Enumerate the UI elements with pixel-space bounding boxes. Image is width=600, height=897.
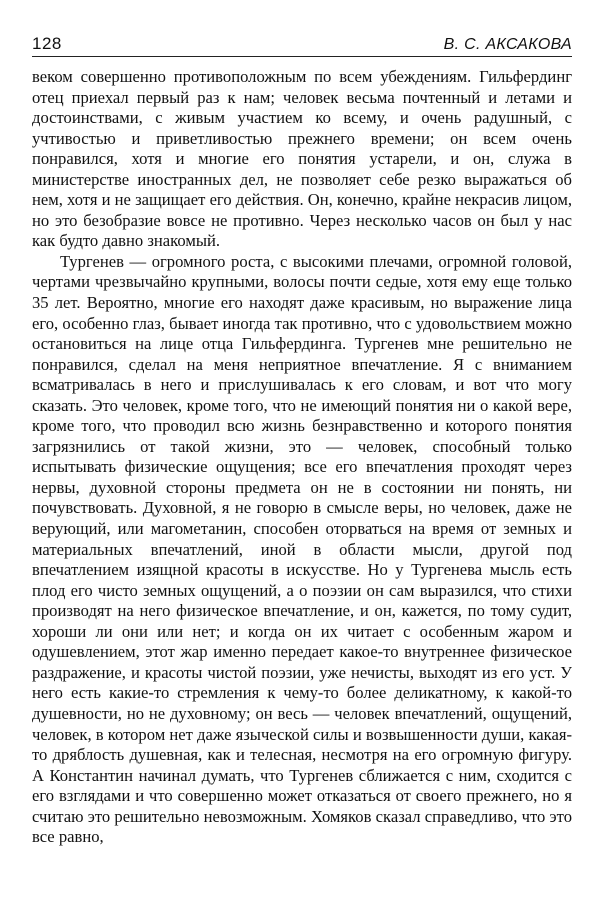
- paragraph-turgenev: Тургенев — огромного роста, с высокими плечами, огромной головой, чертами чрезвычайно крупными, волосы почти седые, хотя ему еще только 35 лет. Вероятно, многие его находят даже красивым, но выражение лица его, особенно глаз, бывает иногда так противно, что с удовольствием можно остановиться на лице отца Гильфердинга. Тургенев мне решительно не понравился, сделал на меня неприятное впечатление. Я с вниманием всматривалась в него и прислушивалась к его словам, и вот что могу сказать. Это человек, кроме того, что не имеющий понятия ни о какой вере, кроме того, что проводил всю жизнь безнравственно и которого понятия загрязнились от такой жизни, это — человек, способный только испытывать физические ощущения; все его впечатления проходят через нервы, духовной стороны предмета он не в состоянии ни понять, ни почувствовать. Духовной, я не говорю в смысле веры, но человек, даже не верующий, или магометанин, способен оторваться на время от земных и материальных впечатлений, иной в области мысли, другой под впечатлением изящной красоты в искусстве. Но у Тургенева мысль есть плод его чисто земных ощущений, а о поэзии он сам выразился, что стихи производят на него физическое впечатление, и он, кажется, по тому судит, хороши ли они или нет; и когда он их читает с особенным жаром и одушевлением, этот жар именно передает какое-то внутреннее физическое раздражение, и красоты чистой поэзии, уже нечисты, выходят из его уст. У него есть какие-то стремления к чему-то более деликатному, к какой-то душевности, но не духовному; он весь — человек впечатлений, ощущений, человек, в котором нет даже языческой силы и возвышенности души, какая-то дряблость душевная, как и телесная, несмотря на его огромную фигуру. А Константин начинал думать, что Тургенев сближается с ним, сходится с его взглядами и что совершенно может отказаться от своего прежнего, но я считаю это решительно невозможным. Хомяков сказал справедливо, что это все равно,: [32, 251, 572, 847]
- book-page: [32, 30, 572, 890]
- page-number: 128: [32, 34, 62, 53]
- running-title: В. С. АКСАКОВА: [443, 36, 572, 53]
- running-header: [32, 30, 572, 57]
- paragraph-continued: веком совершенно противоположным по всем убеждениям. Гильфердинг отец приехал первый раз к нам; человек весьма почтенный и летами и достоинствами, с живым участием ко всему, и очень радушный, с учтивостью и приветливостью прежнего времени; он всем очень понравился, хотя и многие его понятия устарели, и он, служа в министерстве иностранных дел, не позволяет себе резко выражаться об нем, хотя и не защищает его действия. Он, конечно, крайне некрасив лицом, но это безобразие вовсе не противно. Через несколько часов он был у нас как будто давно знакомый.: [32, 67, 572, 251]
- text-body: [32, 67, 572, 848]
